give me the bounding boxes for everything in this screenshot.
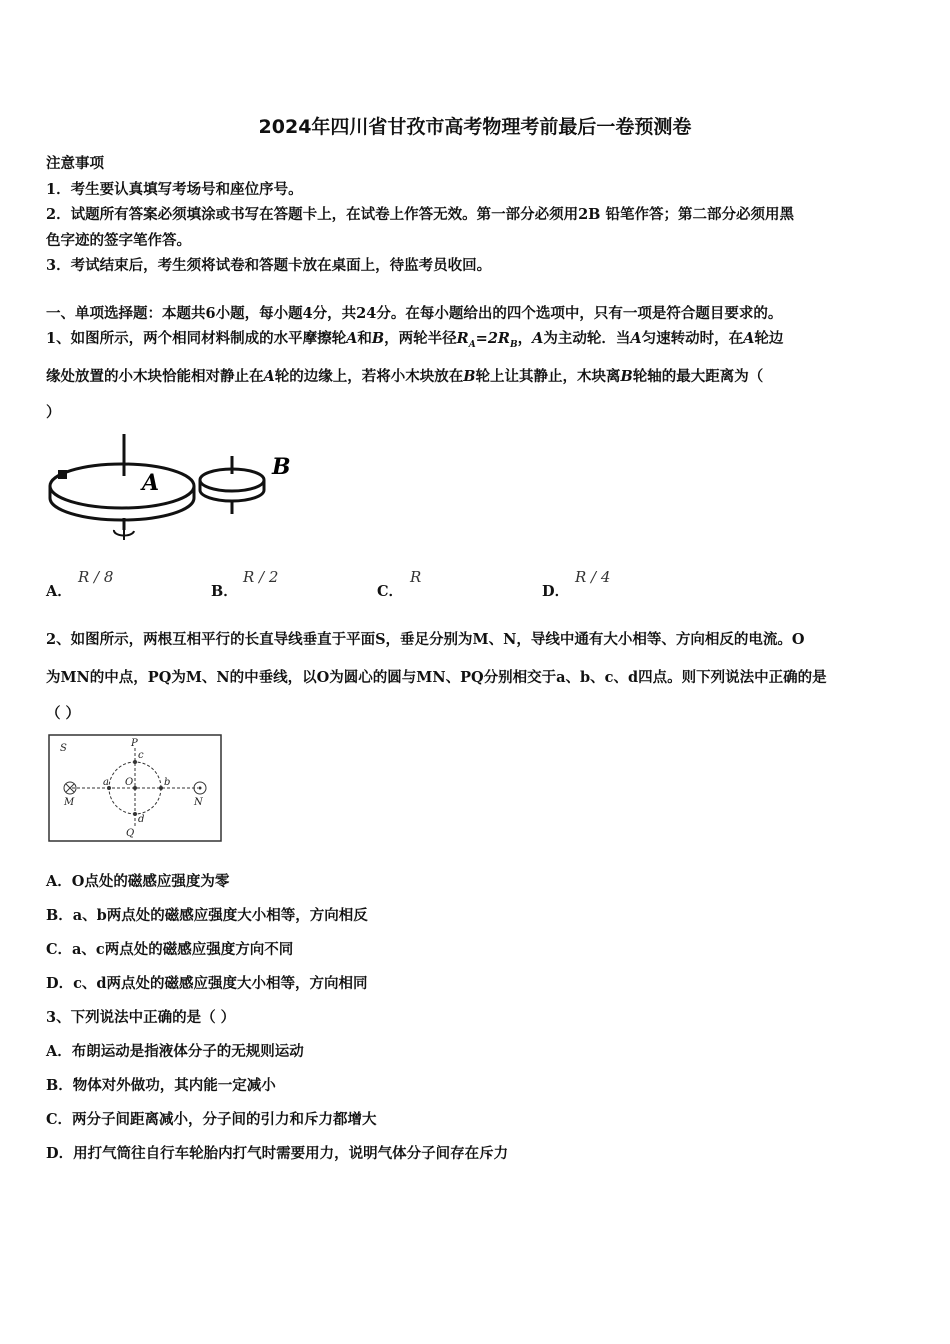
section-heading: 一、单项选择题：本题共6小题，每小题4分，共24分。在每小题给出的四个选项中，只有一项是符合题目要求的。	[46, 305, 783, 322]
notice-item: 2．试题所有答案必须填涂或书写在答题卡上，在试卷上作答无效。第一部分必须用2B 铅笔作答；第二部分必须用黑	[46, 206, 794, 223]
q3-option-d[interactable]: D．用打气筒往自行车轮胎内打气时需要用力，说明气体分子间存在斥力	[46, 1145, 509, 1162]
q1-option-c[interactable]: C．	[377, 583, 404, 600]
notice-item: 3．考试结束后，考生须将试卷和答题卡放在桌面上，待监考员收回。	[46, 257, 492, 274]
q3-option-b[interactable]: B．物体对外做功，其内能一定减小	[46, 1077, 276, 1094]
q1-option-d[interactable]: D．	[542, 583, 570, 600]
friction-wheels-figure	[44, 432, 304, 552]
wheel-a-top	[50, 464, 194, 508]
q1-option-d-value: R / 4	[575, 568, 611, 586]
q1-line-3: ）	[46, 404, 61, 421]
label-n: N	[194, 797, 203, 808]
q2-option-c[interactable]: C．a、c两点处的磁感应强度方向不同	[46, 941, 294, 958]
page-title: 2024年四川省甘孜市高考物理考前最后一卷预测卷	[258, 116, 692, 138]
q3-stem: 3、下列说法中正确的是（ ）	[46, 1009, 236, 1026]
label-q: Q	[126, 828, 135, 839]
wires-figure	[48, 734, 224, 844]
q3-option-c[interactable]: C．两分子间距离减小，分子间的引力和斥力都增大	[46, 1111, 377, 1128]
label-p: P	[131, 738, 138, 749]
q1-option-c-value: R	[410, 568, 422, 586]
label-c: c	[138, 750, 144, 761]
q1-option-b[interactable]: B．	[211, 583, 238, 600]
q1-line-1: 1、如图所示，两个相同材料制成的水平摩擦轮A和B，两轮半径$R_A=2R_B$，A为主动轮．当A匀速转动时，在A轮边	[46, 330, 784, 350]
q2-option-d[interactable]: D．c、d两点处的磁感应强度大小相等，方向相同	[46, 975, 368, 992]
q2-line-2: 为MN的中点，PQ为M、N的中垂线，以O为圆心的圆与MN、PQ分别相交于a、b、c、d四点。则下列说法中正确的是	[46, 669, 827, 686]
label-b: B	[272, 454, 291, 480]
q1-option-b-value: R / 2	[243, 568, 279, 586]
q2-option-b[interactable]: B．a、b两点处的磁感应强度大小相等，方向相反	[46, 907, 368, 924]
q1-option-a-value: R / 8	[78, 568, 114, 586]
label-a: A	[142, 470, 160, 496]
q3-option-a[interactable]: A．布朗运动是指液体分子的无规则运动	[46, 1043, 304, 1060]
q2-option-a[interactable]: A．O点处的磁感应强度为零	[46, 873, 230, 890]
label-b: b	[164, 777, 171, 788]
radius-relation: $R_A=2R_B$	[456, 330, 518, 350]
label-m: M	[64, 797, 75, 808]
q1-option-a[interactable]: A．	[46, 583, 72, 600]
label-a: a	[103, 777, 109, 788]
q1-line-2: 缘处放置的小木块恰能相对静止在A轮的边缘上，若将小木块放在B轮上让其静止，木块离B轮轴的最大距离为（	[46, 368, 764, 385]
notice-item: 1．考生要认真填写考场号和座位序号。	[46, 181, 303, 198]
notice-item: 色字迹的签字笔作答。	[46, 232, 191, 249]
label-s: S	[60, 743, 67, 754]
notice-heading: 注意事项	[46, 155, 104, 172]
label-d: d	[138, 814, 145, 825]
wood-block	[58, 470, 67, 479]
label-o: O	[125, 777, 134, 788]
q2-line-3: （ ）	[46, 705, 81, 722]
q2-line-1: 2、如图所示，两根互相平行的长直导线垂直于平面S，垂足分别为M、N，导线中通有大小相等、方向相反的电流。O	[46, 631, 805, 648]
